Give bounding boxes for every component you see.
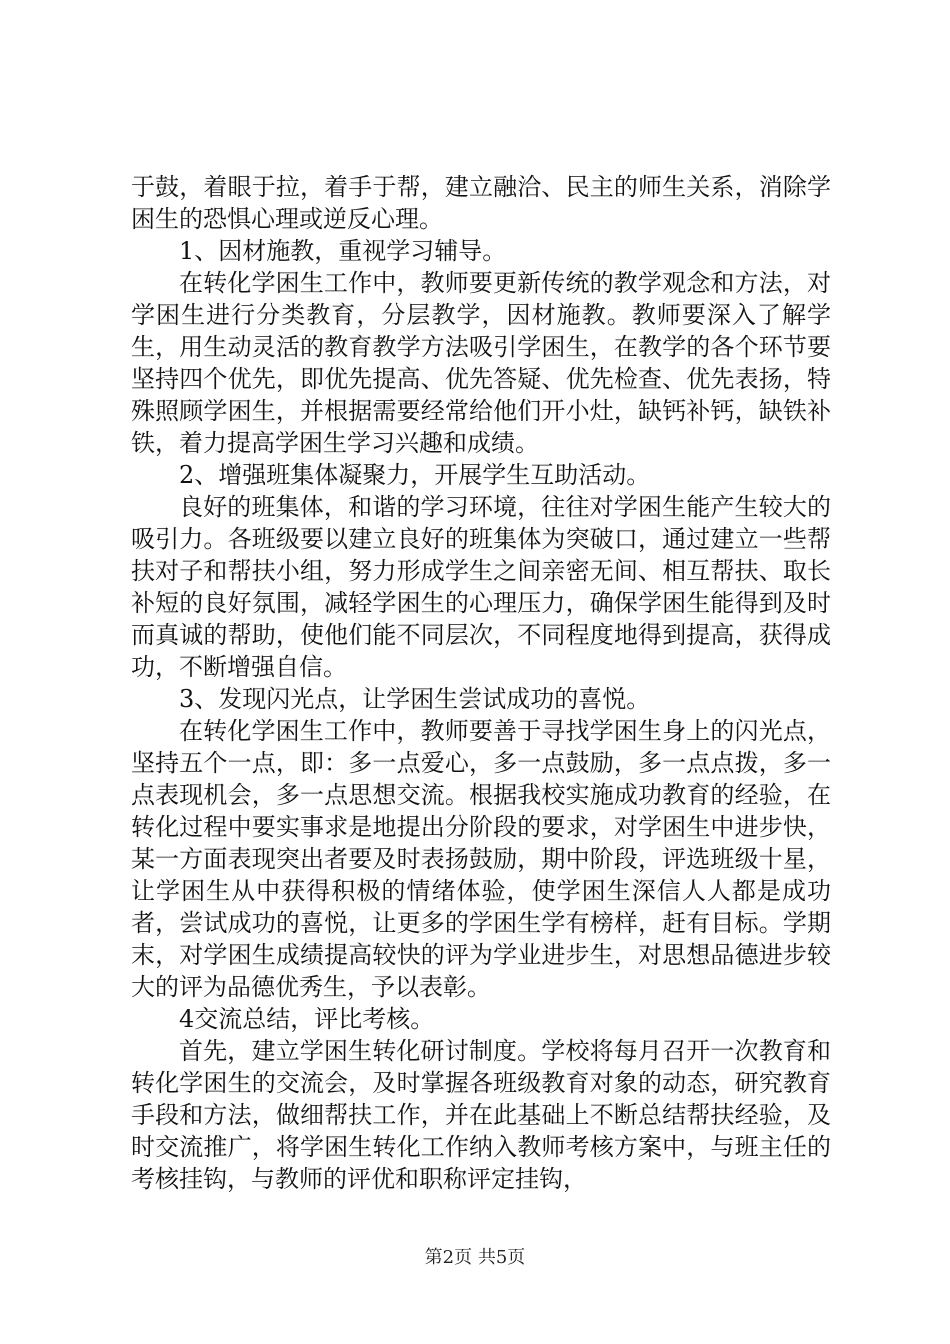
document-body xyxy=(131,171,831,1195)
paragraph-section-1: 在转化学困生工作中，教师要更新传统的教学观念和方法，对学困生进行分类教育，分层教学，因材施教。教师要深入了解学生，用生动灵活的教育教学方法吸引学困生，在教学的各个环节要坚持四个优先，即优先提高、优先答疑、优先检查、优先表扬，特殊照顾学困生，并根据需要经常给他们开小灶，缺钙补钙，缺铁补铁，着力提高学困生学习兴趣和成绩。 xyxy=(131,269,831,457)
paragraph-continuation: 于鼓，着眼于拉，着手于帮，建立融洽、民主的师生关系，消除学困生的恐惧心理或逆反心理。 xyxy=(131,173,831,233)
section-heading-3: 3、发现闪光点，让学困生尝试成功的喜悦。 xyxy=(179,685,651,713)
section-heading-1: 1、因材施教，重视学习辅导。 xyxy=(179,237,507,265)
page-number-footer: 第2页 共5页 xyxy=(424,1247,526,1268)
section-heading-2: 2、增强班集体凝聚力，开展学生互助活动。 xyxy=(179,461,651,489)
section-heading-4: 4交流总结，评比考核。 xyxy=(179,1005,435,1033)
paragraph-section-2: 良好的班集体，和谐的学习环境，往往对学困生能产生较大的吸引力。各班级要以建立良好的班集体为突破口，通过建立一些帮扶对子和帮扶小组，努力形成学生之间亲密无间、相互帮扶、取长补短的良好氛围，减轻学困生的心理压力，确保学困生能得到及时而真诚的帮助，使他们能不同层次，不同程度地得到提高，获得成功，不断增强自信。 xyxy=(131,493,831,681)
paragraph-section-3: 在转化学困生工作中，教师要善于寻找学困生身上的闪光点，坚持五个一点，即：多一点爱心，多一点鼓励，多一点点拨，多一点表现机会，多一点思想交流。根据我校实施成功教育的经验，在转化过程中要实事求是地提出分阶段的要求，对学困生中进步快，某一方面表现突出者要及时表扬鼓励，期中阶段，评选班级十星，让学困生从中获得积极的情绪体验，使学困生深信人人都是成功者，尝试成功的喜悦，让更多的学困生学有榜样，赶有目标。学期末，对学困生成绩提高较快的评为学业进步生，对思想品德进步较大的评为品德优秀生，予以表彰。 xyxy=(131,717,831,1001)
paragraph-section-4: 首先，建立学困生转化研讨制度。学校将每月召开一次教育和转化学困生的交流会，及时掌握各班级教育对象的动态，研究教育手段和方法，做细帮扶工作，并在此基础上不断总结帮扶经验，及时交流推广，将学困生转化工作纳入教师考核方案中，与班主任的考核挂钩，与教师的评优和职称评定挂钩， xyxy=(131,1037,831,1193)
